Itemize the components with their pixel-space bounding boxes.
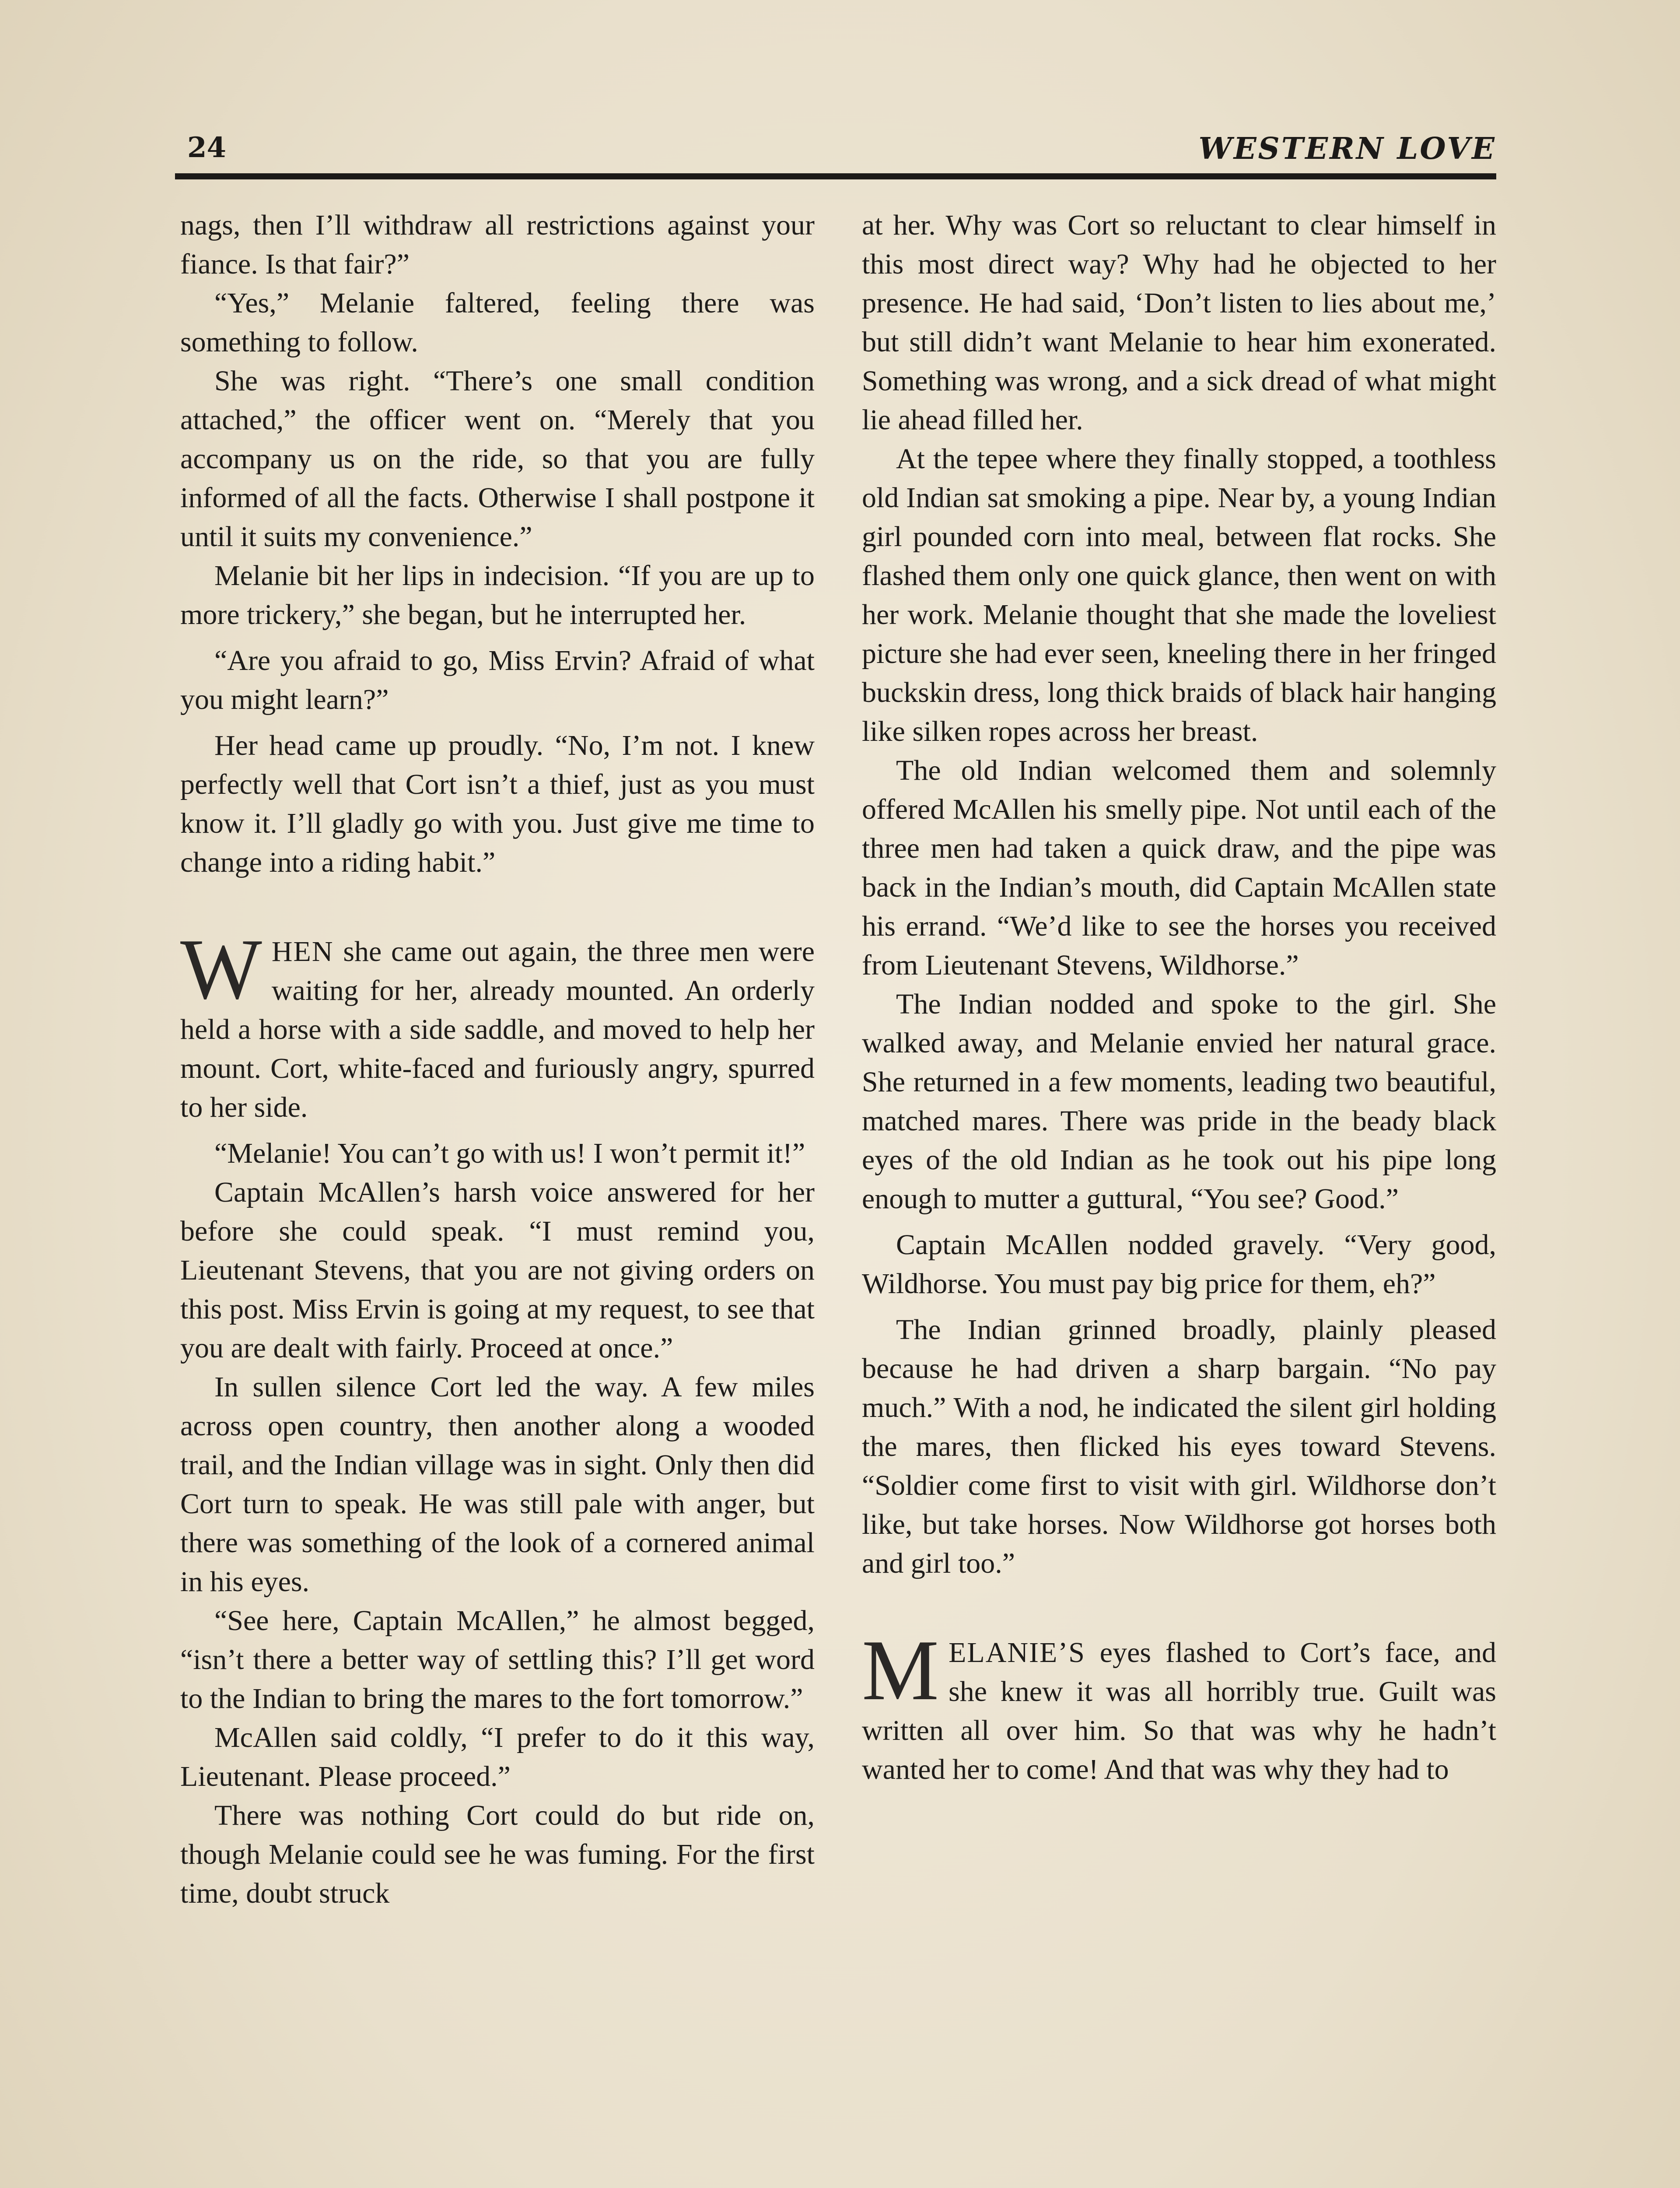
paragraph: nags, then I’ll withdraw all restrictions against your fiance. Is that fair?”	[180, 209, 815, 280]
paragraph: McAllen said coldly, “I prefer to do it this way, Lieutenant. Please proceed.”	[180, 1722, 815, 1792]
drop-cap: W	[180, 921, 262, 1017]
page-number: 24	[187, 131, 227, 164]
header-rule	[175, 173, 1496, 179]
paragraph: She was right. “There’s one small condition attached,” the officer went on. “Merely that you accompany us on the ride, so that you are fully informed of all the facts. Otherwise I shall postpone it until it suits my convenience.”	[180, 365, 815, 553]
paragraph: The Indian nodded and spoke to the girl. She walked away, and Melanie envied her natural grace. She returned in a few moments, leading two beautiful, matched mares. There was pride in the beady black eyes of the old Indian as he took out his pipe long enough to mutter a guttural, “You see? Good.”	[862, 988, 1496, 1215]
paragraph: at her. Why was Cort so reluctant to clear himself in this most direct way? Why had he objected to her presence. He had said, ‘Don’t listen to lies about me,’ but still didn’t want Melanie to hear him exonerated. Something was wrong, and a sick dread of what might lie ahead filled her.	[862, 209, 1496, 436]
paragraph: “Melanie! You can’t go with us! I won’t permit it!”	[214, 1137, 805, 1169]
paragraph: The old Indian welcomed them and solemnly offered McAllen his smelly pipe. Not until each of the three men had taken a quick draw, and the pipe was back in the Indian’s mouth, did Captain McAllen state his errand. “We’d like to see the horses you received from Lieutenant Stevens, Wildhorse.”	[862, 754, 1496, 981]
paragraph: “Are you afraid to go, Miss Ervin? Afraid of what you might learn?”	[180, 645, 815, 715]
paragraph: “Yes,” Melanie faltered, feeling there was something to follow.	[180, 287, 815, 358]
section-opening-paragraph	[862, 1622, 1496, 1789]
paragraph-text: eyes flashed to Cort’s face, and she knew it was all horribly true. Guilt was written all over him. So that was why he hadn’t wanted her to come! And that was why they had to	[862, 1637, 1496, 1785]
paragraph: The Indian grinned broadly, plainly pleased because he had driven a sharp bargain. “No pay much.” With a nod, he indicated the silent girl holding the mares, then flicked his eyes toward Stevens. “Soldier come first to visit with girl. Wildhorse don’t like, but take horses. Now Wildhorse got horses both and girl too.”	[862, 1314, 1496, 1579]
paragraph: Her head came up proudly. “No, I’m not. I knew perfectly well that Cort isn’t a thief, just as you must know it. I’ll gladly go with you. Just give me time to change into a riding habit.”	[180, 729, 815, 878]
paragraph: There was nothing Cort could do but ride on, though Melanie could see he was fuming. For the first time, doubt struck	[180, 1799, 815, 1909]
left-column	[180, 206, 815, 2188]
paragraph: Captain McAllen’s harsh voice answered for her before she could speak. “I must remind you, Lieutenant Stevens, that you are not giving orders on this post. Miss Ervin is going at my request, to see that you are dealt with fairly. Proceed at once.”	[180, 1176, 815, 1364]
section-opening-paragraph	[180, 921, 815, 1127]
running-title: WESTERN LOVE	[1198, 131, 1496, 166]
right-column	[862, 206, 1496, 2188]
lead-in-text: ELANIE’S	[948, 1637, 1085, 1669]
paragraph: At the tepee where they finally stopped, a toothless old Indian sat smoking a pipe. Near by, a young Indian girl pounded corn into meal, between flat rocks. She flashed them only one quick glance, then went on with her work. Melanie thought that she made the loveliest picture she had ever seen, kneeling there in her fringed buckskin dress, long thick braids of black hair hanging like silken ropes across her breast.	[862, 443, 1496, 747]
paragraph: Melanie bit her lips in indecision. “If you are up to more trickery,” she began, but he interrupted her.	[180, 560, 815, 631]
paragraph-text: she came out again, the three men were waiting for her, already mounted. An orderly held a horse with a side saddle, and moved to help her mount. Cort, white-faced and furiously angry, spurred to her side.	[180, 936, 815, 1123]
page-header	[175, 127, 1496, 175]
drop-cap: M	[862, 1622, 939, 1718]
paragraph: In sullen silence Cort led the way. A few miles across open country, then another along a wooded trail, and the Indian village was in sight. Only then did Cort turn to speak. He was still pale with anger, but there was something of the look of a cornered animal in his eyes.	[180, 1371, 815, 1598]
paragraph: “See here, Captain McAllen,” he almost begged, “isn’t there a better way of settling this? I’ll get word to the Indian to bring the mares to the fort tomorrow.”	[180, 1605, 815, 1715]
lead-in-text: HEN	[271, 936, 334, 968]
paragraph: Captain McAllen nodded gravely. “Very good, Wildhorse. You must pay big price for them, eh?”	[862, 1229, 1496, 1300]
